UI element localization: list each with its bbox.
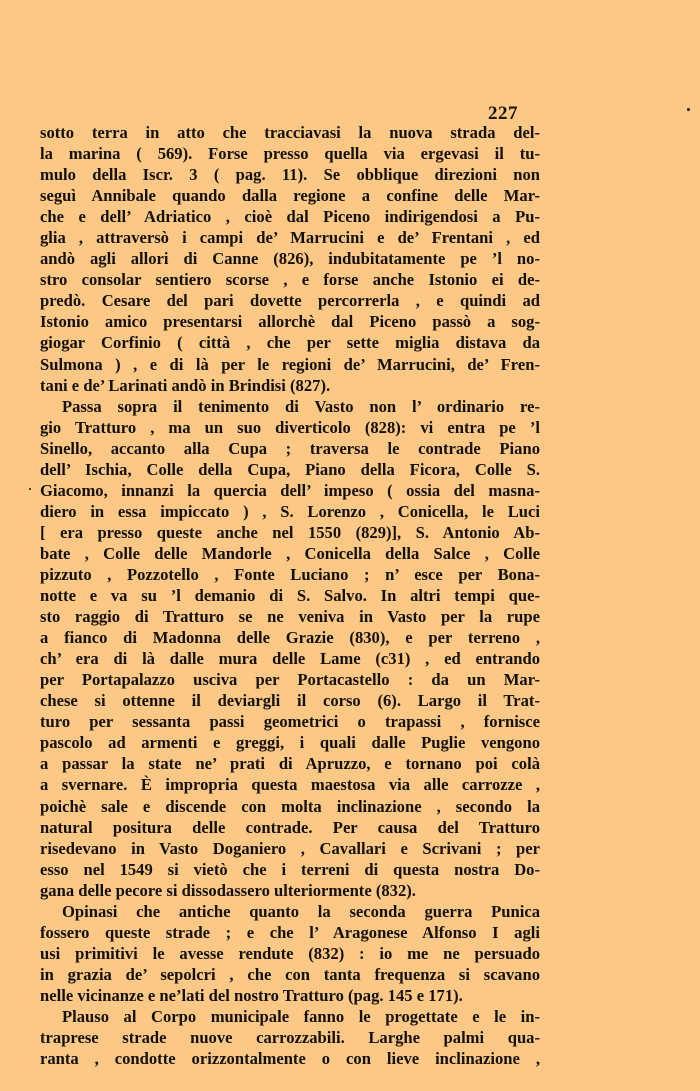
text-line: Plauso al Corpo municipale fanno le progettate e le in-: [62, 1006, 540, 1026]
text-line: seguì Annibale quando dalla regione a confine delle Mar-: [40, 186, 540, 206]
text-line: traprese strade nuove carrozzabili. Larghe palmi qua-: [40, 1028, 540, 1048]
text-line: Sulmona ) , e di là per le regioni de’ Marrucini, de’ Fren-: [40, 354, 540, 374]
text-line: esso nel 1549 si vietò che i terreni di questa nostra Do-: [40, 859, 540, 879]
text-line: nelle vicinanze e ne’lati del nostro Tratturo (pag. 145 e 171).: [40, 985, 463, 1005]
text-line: poichè sale e discende con molta inclinazione , secondo la: [40, 796, 540, 816]
text-line: notte e va su ’l demanio di S. Salvo. In altri tempi que-: [40, 586, 540, 606]
text-line: Sinello, accanto alla Cupa ; traversa le contrade Piano: [40, 438, 540, 458]
text-line: risedevano in Vasto Doganiero , Cavallari e Scrivani ; per: [40, 838, 540, 858]
text-line: che e dell’ Adriatico , cioè dal Piceno indirigendosi a Pu-: [40, 207, 540, 227]
text-line: Giacomo, innanzi la quercia dell’ impeso ( ossia del masna-: [40, 480, 540, 500]
text-line: pizzuto , Pozzotello , Fonte Luciano ; n’ esce per Bona-: [40, 564, 540, 584]
text-line: stro consolar sentiero scorse , e forse anche Istonio ei de-: [40, 270, 540, 290]
text-line: dell’ Ischia, Colle della Cupa, Piano della Ficora, Colle S.: [40, 459, 540, 479]
text-line: chese si ottenne il deviargli il corso (6). Largo il Trat-: [40, 691, 540, 711]
text-line: giogar Corfinio ( città , che per sette miglia distava da: [40, 333, 540, 353]
text-line: mulo della Iscr. 3 ( pag. 11). Se obblique direzioni non: [40, 165, 540, 185]
text-line: turo per sessanta passi geometrici o trapassi , fornisce: [40, 712, 540, 732]
text-line: ch’ era di là dalle mura delle Lame (c31) , ed entrando: [40, 649, 540, 669]
margin-mark: [29, 488, 31, 490]
text-line: in grazia de’ sepolcri , che con tanta frequenza si scavano: [40, 964, 540, 984]
text-line: sotto terra in atto che tracciavasi la nuova strada del-: [40, 123, 540, 142]
body-text: [40, 122, 540, 1069]
text-line: predò. Cesare del pari dovette percorrerla , e quindi ad: [40, 291, 540, 311]
text-line: a fianco di Madonna delle Grazie (830), e per terreno ,: [40, 628, 540, 648]
text-line: sto raggio di Tratturo se ne veniva in Vasto per la rupe: [40, 607, 540, 627]
text-line: ranta , condotte orizzontalmente o con lieve inclinazione ,: [40, 1049, 540, 1069]
text-line: fossero queste strade ; e che l’ Aragonese Alfonso I agli: [40, 922, 540, 942]
page-number: 227: [488, 103, 518, 124]
text-line: [ era presso queste anche nel 1550 (829)], S. Antonio Ab-: [40, 522, 540, 542]
text-line: gana delle pecore si dissodassero ulteriormente (832).: [40, 880, 416, 900]
text-line: usi primitivi le avesse rendute (832) : io me ne persuado: [40, 943, 540, 963]
text-line: glia , attraversò i campi de’ Marrucini e de’ Frentani , ed: [40, 228, 540, 248]
text-line: la marina ( 569). Forse presso quella via ergevasi il tu-: [40, 144, 540, 164]
text-line: a passar la state ne’ prati di Apruzzo, e tornano poi colà: [40, 754, 540, 774]
text-line: tani e de’ Larinati andò in Brindisi (827).: [40, 375, 331, 395]
margin-mark: [687, 108, 690, 111]
text-line: diero in essa impiccato ) , S. Lorenzo , Conicella, le Luci: [40, 501, 540, 521]
text-line: per Portapalazzo usciva per Portacastello : da un Mar-: [40, 670, 540, 690]
text-line: a svernare. È impropria questa maestosa via alle carrozze ,: [40, 775, 540, 795]
text-line: pascolo ad armenti e greggi, i quali dalle Puglie vengono: [40, 733, 540, 753]
text-line: andò agli allori di Canne (826), indubitatamente pe ’l no-: [40, 249, 540, 269]
text-line: gio Tratturo , ma un suo diverticolo (828): vi entra pe ’l: [40, 417, 540, 437]
text-line: Passa sopra il tenimento di Vasto non l’ ordinario re-: [62, 396, 540, 416]
text-line: Istonio amico presentarsi allorchè dal Piceno passò a sog-: [40, 312, 540, 332]
text-line: bate , Colle delle Mandorle , Conicella della Salce , Colle: [40, 543, 540, 563]
text-line: natural positura delle contrade. Per causa del Tratturo: [40, 817, 540, 837]
text-line: Opinasi che antiche quanto la seconda guerra Punica: [62, 901, 540, 921]
